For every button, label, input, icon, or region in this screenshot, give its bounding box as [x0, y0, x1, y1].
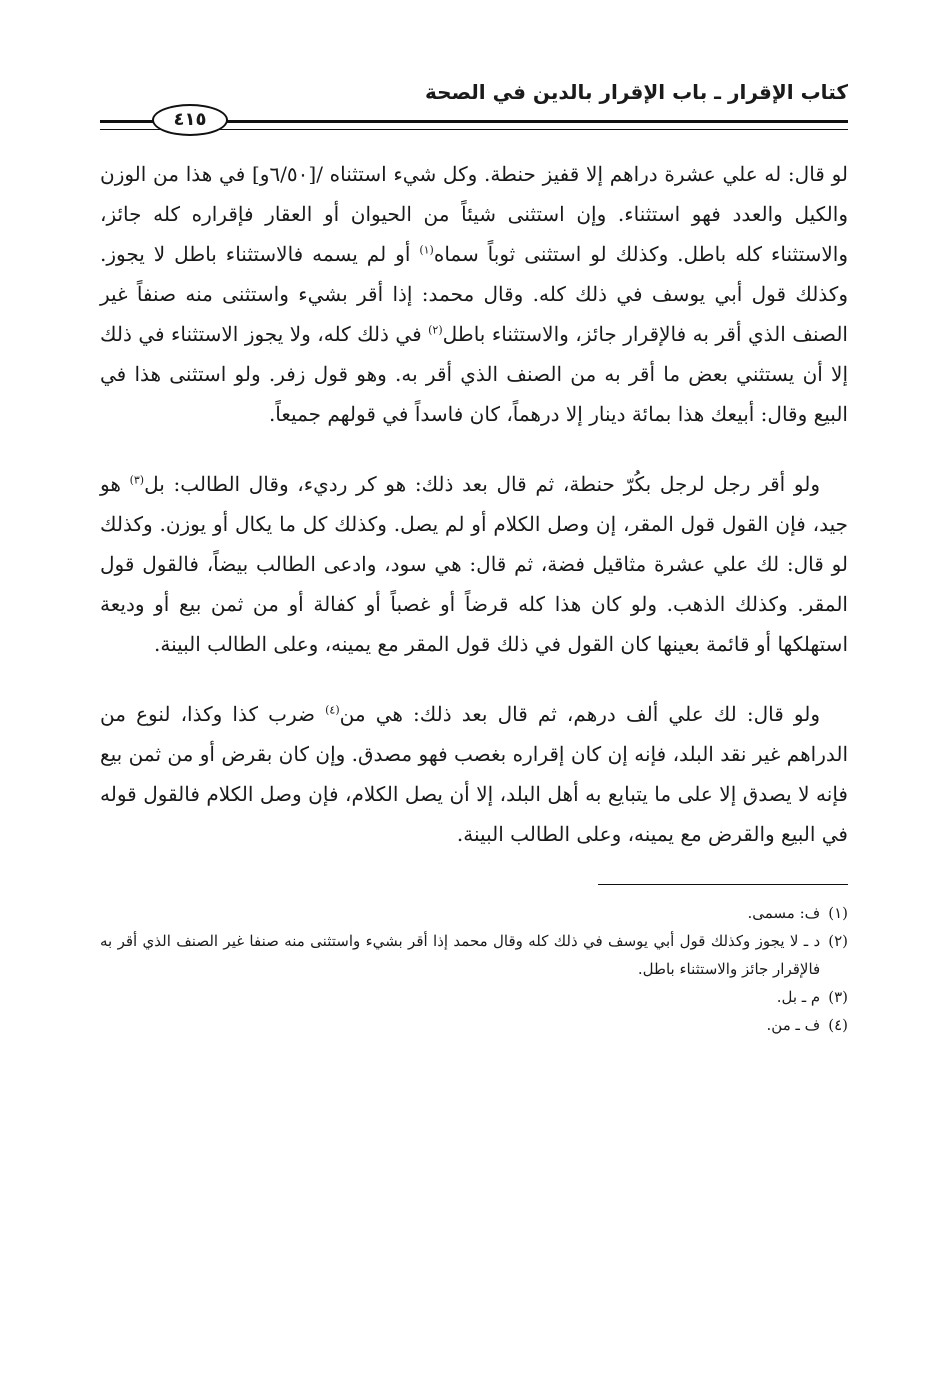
- paragraph: [100, 464, 848, 664]
- footnote-text: د ـ لا يجوز وكذلك قول أبي يوسف في ذلك كله وقال محمد إذا أقر بشيء واستثنى منه صنفا غير الصنف الذي أقر به فالإقرار جائز والاستثناء باطل.: [100, 932, 821, 978]
- page-number: ٤١٥: [152, 104, 228, 136]
- running-head: [100, 70, 848, 130]
- footnotes: [100, 899, 848, 1039]
- paragraph: [100, 694, 848, 854]
- main-text: [100, 154, 848, 854]
- footnote-ref-3[interactable]: (٣): [129, 473, 145, 487]
- text-segment: في ذلك كله، ولا يجوز الاستثناء في ذلك إلا أن يستثني بعض ما أقر به من الصنف الذي أقر به. وهو قول زفر. ولو استثنى هذا في البيع وقال: أبيعك هذا بمائة دينار إلا درهماً، كان فاسداً في قولهم جميعاً.: [100, 322, 848, 426]
- paragraph: [100, 154, 848, 434]
- footnote-ref-4[interactable]: (٤): [325, 703, 340, 717]
- chapter-title: كتاب الإقرار ـ باب الإقرار بالدين في الصحة: [425, 80, 848, 104]
- text-segment: أو لم يسمه فالاستثناء باطل لا يجوز. وكذلك قول أبي يوسف في ذلك كله. وقال محمد: إذا أقر بشيء واستثنى منه صنفاً غير الصنف الذي أقر به فالإقرار جائز، والاستثناء باطل: [100, 242, 848, 346]
- text-segment: ولو أقر رجل لرجل بكُرّ حنطة، ثم قال بعد ذلك: هو كر رديء، وقال الطالب: بل: [144, 472, 820, 496]
- footnote-text: ف ـ من.: [766, 1016, 821, 1034]
- text-segment: لو قال: له علي عشرة دراهم إلا قفيز حنطة. وكل شيء استثناه /[٦/٥٠و] في هذا من الوزن والكيل والعدد فهو استثناء. وإن استثنى شيئاً من الحيوان أو العقار فإقراره كله جائز، والاستثناء كله باطل. وكذلك لو استثنى ثوباً سماه: [100, 162, 848, 266]
- footnote-number: (٢): [828, 932, 848, 950]
- text-segment: هو جيد، فإن القول قول المقر، إن وصل الكلام أو لم يصل. وكذلك كل ما يكال أو يوزن. وكذلك لو قال: لك علي عشرة مثاقيل فضة، ثم قال: هي سود، وادعى الطالب بيضاً، فالقول قول المقر. وكذلك الذهب. ولو كان هذا كله قرضاً أو غصباً أو كفالة أو من ثمن بيع أو وديعة استهلكها أو قائمة بعينها كان القول في ذلك قول المقر مع يمينه، وعلى الطالب البينة.: [100, 472, 848, 656]
- footnote: [100, 983, 848, 1011]
- text-segment: ضرب كذا وكذا، لنوع من الدراهم غير نقد البلد، فإنه إن كان إقراره بغصب فهو مصدق. وإن كان بقرض أو من ثمن بيع فإنه لا يصدق إلا على ما يتبايع به أهل البلد، إلا أن يصل الكلام، فإن وصل الكلام فالقول قوله في البيع والقرض مع يمينه، وعلى الطالب البينة.: [100, 702, 848, 846]
- footnote-text: م ـ بل.: [776, 988, 821, 1006]
- footnote-number: (١): [828, 904, 848, 922]
- book-page: [100, 70, 848, 1039]
- footnote-number: (٣): [828, 988, 848, 1006]
- footnote-separator: [598, 884, 848, 885]
- footnote-text: ف: مسمى.: [747, 904, 821, 922]
- footnote: [100, 899, 848, 927]
- footnote-ref-1[interactable]: (١): [419, 243, 434, 257]
- text-segment: ولو قال: لك علي ألف درهم، ثم قال بعد ذلك: هي من: [339, 702, 820, 726]
- footnote-number: (٤): [828, 1016, 848, 1034]
- footnote: [100, 1011, 848, 1039]
- footnote-ref-2[interactable]: (٢): [428, 323, 443, 337]
- footnote: [100, 927, 848, 983]
